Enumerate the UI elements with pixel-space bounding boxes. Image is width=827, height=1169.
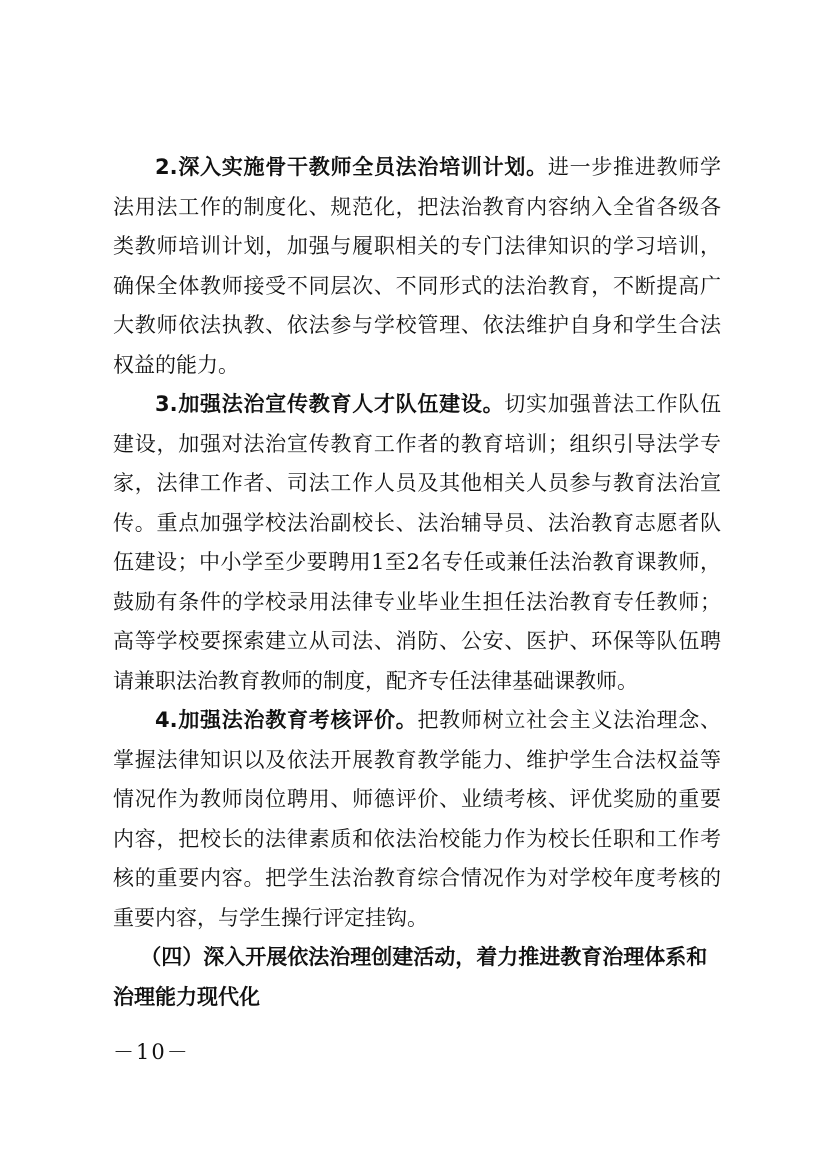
paragraph-lead: 4.加强法治教育考核评价。 — [155, 708, 418, 732]
paragraph-talent-team — [113, 385, 721, 701]
paragraph-teacher-training — [113, 148, 721, 385]
paragraph-body: 把教师树立社会主义法治理念、掌握法律知识以及依法开展教育教学能力、维护学生合法权益等情况作为教师岗位聘用、师德评价、业绩考核、评优奖励的重要内容，把校长的法律素质和依法治校能力作为校长任职和工作考核的重要内容。把学生法治教育综合情况作为对学校年度考核的重要内容，与学生操行评定挂钩。 — [113, 708, 722, 930]
document-page — [113, 148, 721, 1017]
page-number: －10－ — [113, 1040, 190, 1064]
paragraph-assessment — [113, 701, 721, 938]
paragraph-lead: 3.加强法治宣传教育人才队伍建设。 — [155, 392, 505, 416]
paragraph-lead: 2.深入实施骨干教师全员法治培训计划。 — [155, 155, 548, 179]
paragraph-body: 切实加强普法工作队伍建设，加强对法治宣传教育工作者的教育培训；组织引导法学专家，法律工作者、司法工作人员及其他相关人员参与教育法治宣传。重点加强学校法治副校长、法治辅导员、法治教育志愿者队伍建设；中小学至少要聘用1至2名专任或兼任法治教育课教师，鼓励有条件的学校录用法律专业毕业生担任法治教育专任教师；高等学校要探索建立从司法、消防、公安、医护、环保等队伍聘请兼职法治教育教师的制度，配齐专任法律基础课教师。 — [113, 392, 722, 693]
section-heading: （四）深入开展依法治理创建活动，着力推进教育治理体系和治理能力现代化 — [113, 945, 708, 1009]
paragraph-body: 进一步推进教师学法用法工作的制度化、规范化，把法治教育内容纳入全省各级各类教师培训计划，加强与履职相关的专门法律知识的学习培训，确保全体教师接受不同层次、不同形式的法治教育，不断提高广大教师依法执教、依法参与学校管理、依法维护自身和学生合法权益的能力。 — [113, 155, 721, 377]
